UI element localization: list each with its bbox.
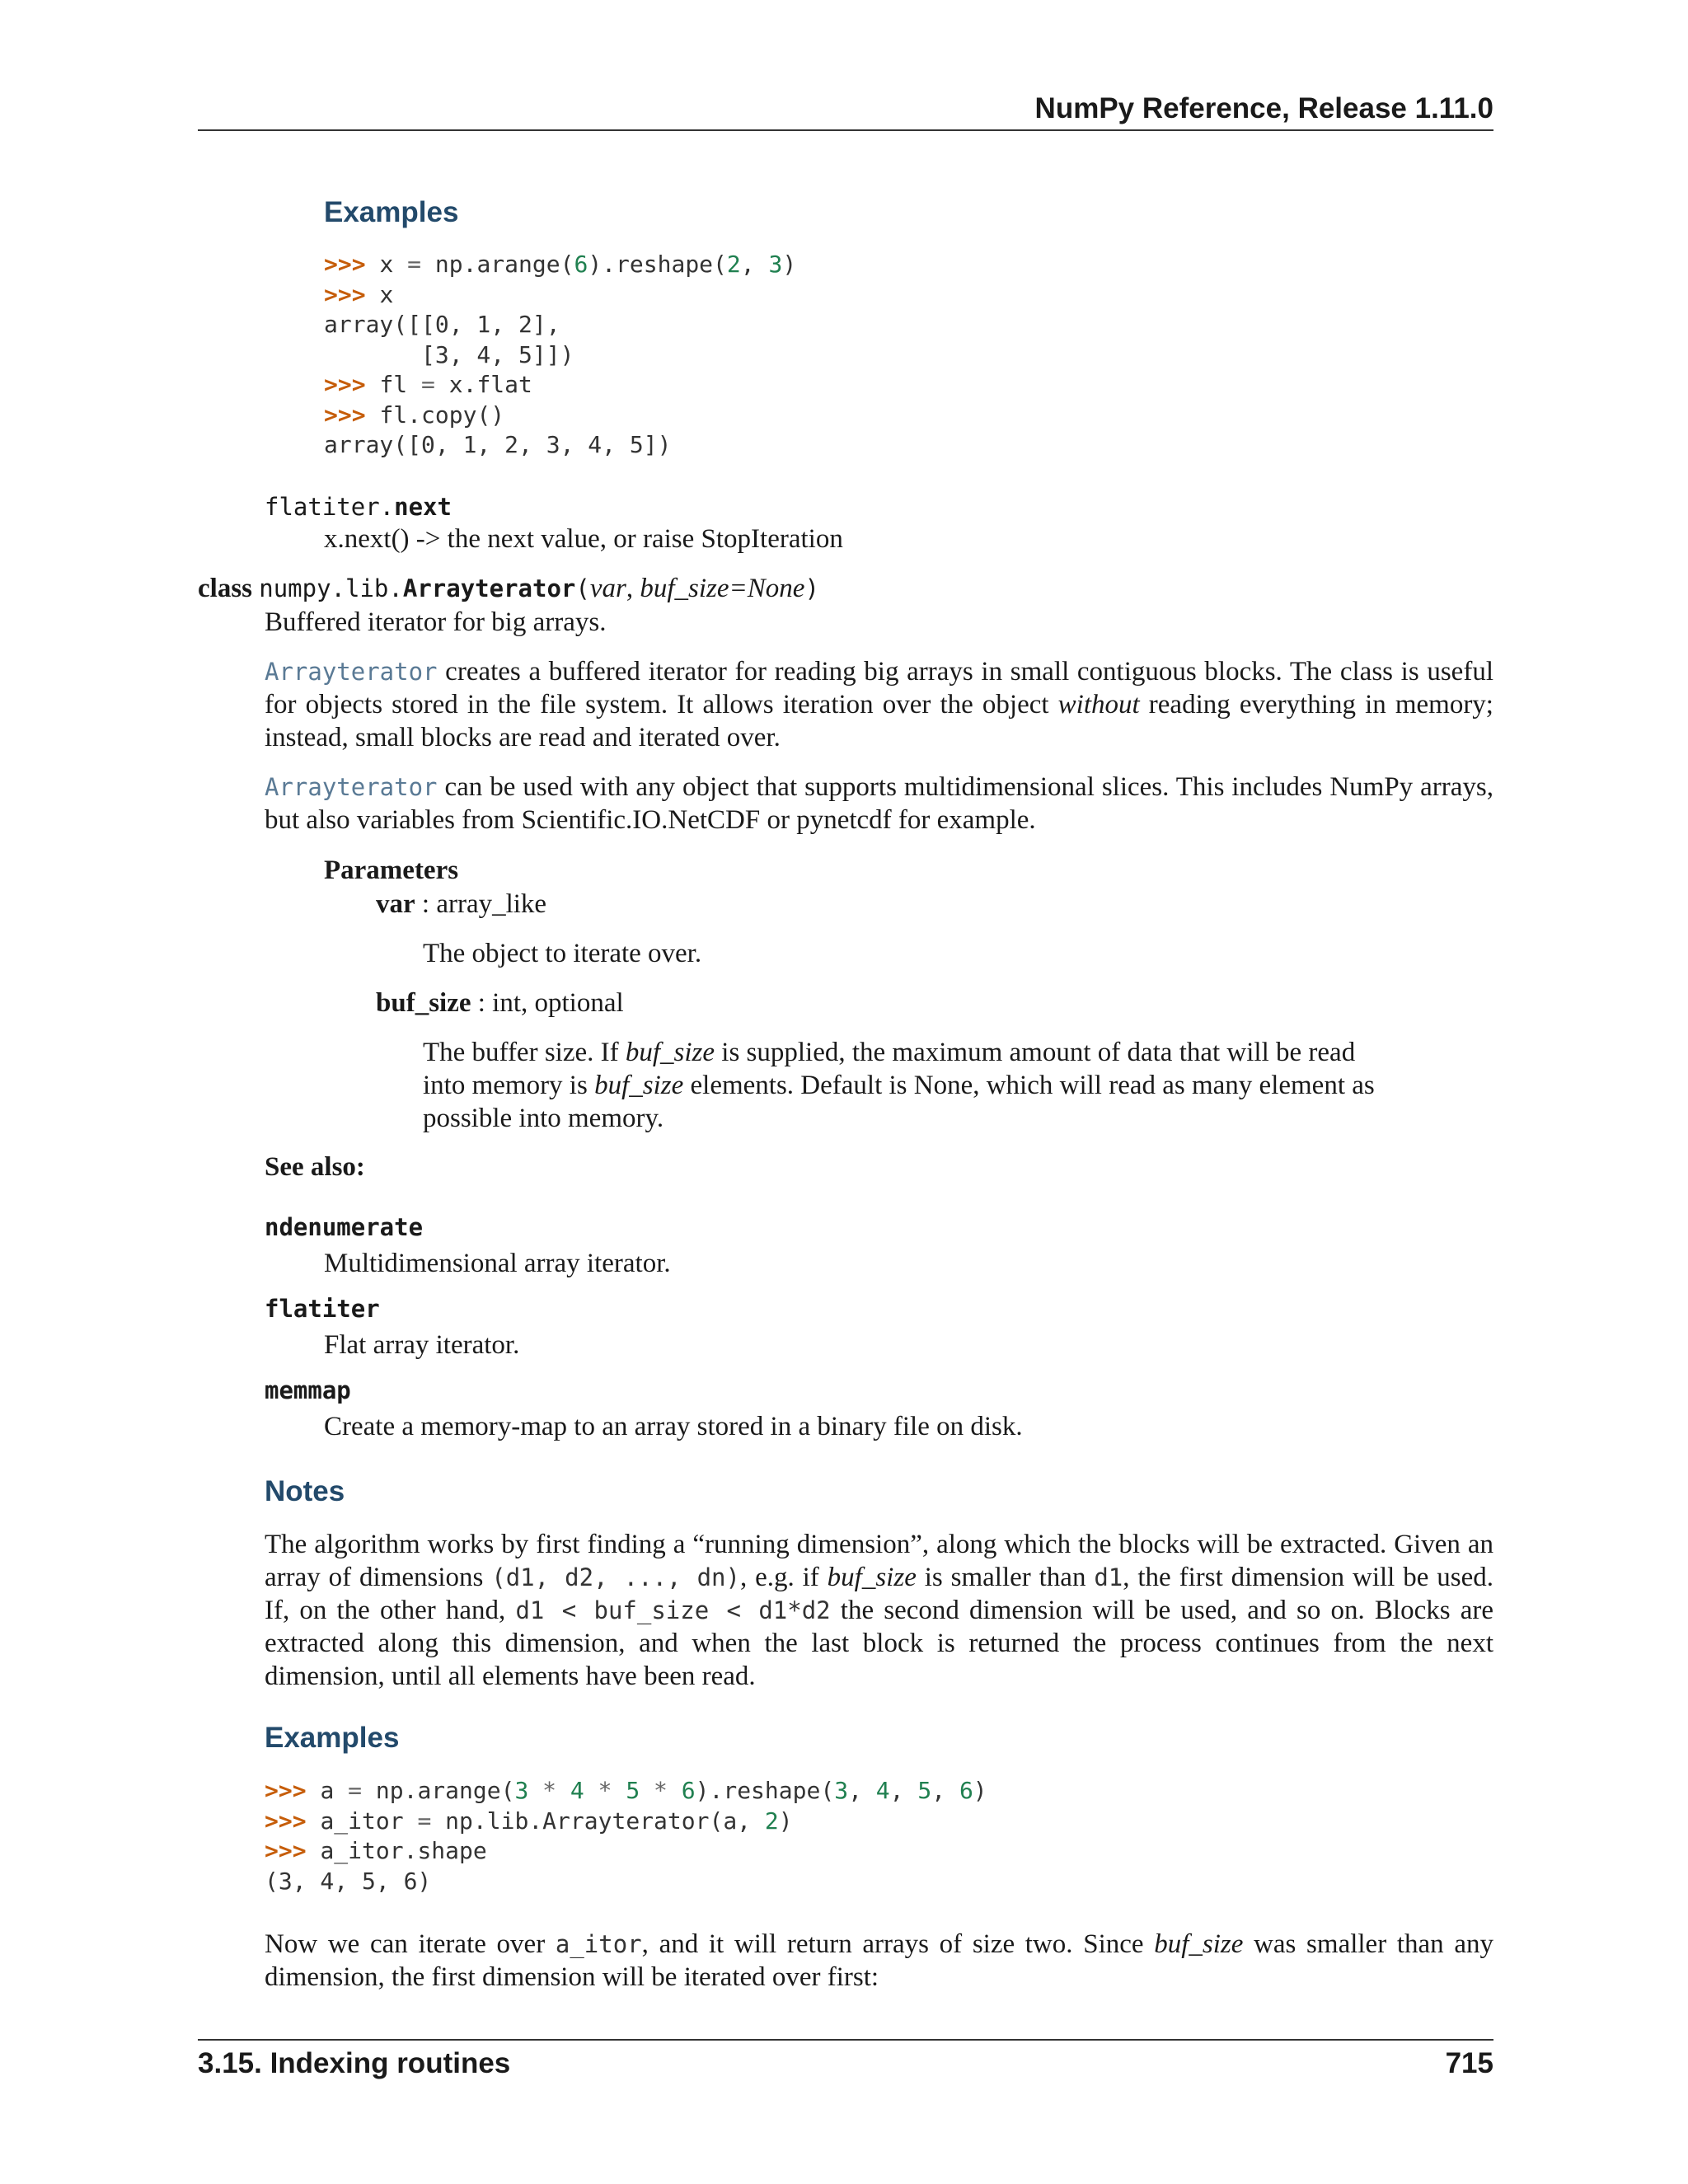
- param-type: : array_like: [415, 889, 547, 919]
- param-buf-size-entry: [376, 987, 624, 1019]
- see-also-desc: Flat array iterator.: [324, 1330, 520, 1360]
- code-line: >>> x: [324, 280, 394, 308]
- class-name: Arrayterator: [402, 574, 576, 602]
- code-line: array([[0, 1, 2],: [324, 311, 560, 338]
- code-line: (3, 4, 5, 6): [265, 1867, 432, 1895]
- code-line: >>> a_itor.shape: [265, 1837, 487, 1864]
- prompt: >>>: [324, 280, 366, 308]
- code-line: >>> fl.copy(): [324, 401, 505, 429]
- param-buf-size: buf_size=None: [640, 574, 805, 603]
- closing-paragraph: [265, 1928, 1493, 1994]
- class-summary: Buffered iterator for big arrays.: [265, 607, 607, 637]
- method-name: next: [394, 493, 452, 521]
- emphasis: buf_size: [594, 1071, 684, 1100]
- notes-heading: Notes: [265, 1475, 345, 1507]
- prompt: >>>: [265, 1807, 307, 1835]
- prompt: >>>: [265, 1837, 307, 1864]
- text: reading everything in memory; instead, small blocks are read and iterated over.: [265, 690, 1493, 752]
- parameters-heading: Parameters: [324, 855, 459, 885]
- code-line: [3, 4, 5]]): [324, 340, 574, 368]
- close-paren: ): [804, 574, 819, 602]
- examples-heading: Examples: [265, 1722, 400, 1754]
- text: is supplied, the maximum amount of data that will be read into memory is: [423, 1038, 1356, 1100]
- emphasis: buf_size: [827, 1563, 917, 1592]
- inline-code: a_itor: [555, 1930, 642, 1958]
- footer-rule: [198, 2039, 1493, 2041]
- emphasis: buf_size: [625, 1038, 715, 1067]
- text: Now we can iterate over: [265, 1929, 556, 1959]
- method-signature: [265, 490, 452, 523]
- class-module: numpy.lib.: [259, 574, 403, 602]
- text: , e.g. if: [739, 1563, 828, 1592]
- arrayterator-link[interactable]: Arrayterator: [265, 658, 438, 686]
- code-line: >>> a = np.arange(3 * 4 * 5 * 6).reshape(3, 4, 5, 6): [265, 1777, 987, 1804]
- param-var-desc: The object to iterate over.: [423, 939, 702, 968]
- text: The algorithm works by first finding a “running dimension”, along which the blocks will be extracted. Given an array of dimensions: [265, 1530, 1493, 1592]
- class-keyword: class: [198, 574, 252, 603]
- method-prefix: flatiter.: [265, 493, 395, 521]
- prompt: >>>: [324, 401, 366, 429]
- param-separator: ,: [626, 574, 640, 603]
- see-also-memmap[interactable]: memmap: [265, 1376, 351, 1404]
- param-name: buf_size: [376, 988, 471, 1018]
- text: The buffer size. If: [423, 1038, 626, 1067]
- param-var: var: [589, 574, 626, 603]
- code-line: >>> x = np.arange(6).reshape(2, 3): [324, 251, 797, 278]
- open-paren: (: [575, 574, 590, 602]
- param-type: : int, optional: [471, 988, 624, 1018]
- see-also-ndenumerate[interactable]: ndenumerate: [265, 1213, 424, 1241]
- see-also-desc: Create a memory-map to an array stored in a binary file on disk.: [324, 1412, 1023, 1441]
- param-var-entry: [376, 888, 546, 921]
- prompt: >>>: [324, 371, 366, 398]
- text: elements. Default is None, which will read as many element as possible into memory.: [423, 1071, 1375, 1133]
- text: is smaller than: [916, 1563, 1095, 1592]
- footer-section: 3.15. Indexing routines: [198, 2047, 511, 2079]
- class-paragraph-2: [265, 771, 1493, 837]
- text: can be used with any object that supports multidimensional slices. This includes NumPy arrays, but also variables from Scientific.IO.NetCDF or pynetcdf for example.: [265, 772, 1493, 835]
- method-description: x.next() -> the next value, or raise StopIteration: [324, 524, 843, 554]
- inline-code: (d1, d2, ..., dn): [491, 1563, 740, 1591]
- page-number: 715: [1445, 2047, 1493, 2079]
- emphasis: buf_size: [1154, 1929, 1244, 1959]
- notes-paragraph: [265, 1528, 1493, 1693]
- class-paragraph-1: [265, 655, 1493, 754]
- running-header: NumPy Reference, Release 1.11.0: [1034, 92, 1493, 124]
- examples-heading: Examples: [324, 196, 459, 228]
- text: the second dimension will be used, and so on. Blocks are extracted along this dimension, and when the last block is returned the process continues from the next dimension, until all elements have been read.: [265, 1596, 1493, 1691]
- param-buf-size-desc: [423, 1036, 1375, 1135]
- code-block: [324, 250, 796, 461]
- see-also-heading: See also:: [265, 1152, 365, 1182]
- text: , the first dimension will be used. If, on the other hand,: [265, 1563, 1493, 1625]
- code-line: array([0, 1, 2, 3, 4, 5]): [324, 431, 672, 458]
- code-line: >>> fl = x.flat: [324, 371, 532, 398]
- prompt: >>>: [324, 251, 366, 278]
- arrayterator-link[interactable]: Arrayterator: [265, 773, 438, 801]
- inline-code: d1 < buf_size < d1*d2: [515, 1596, 831, 1624]
- code-line: >>> a_itor = np.lib.Arrayterator(a, 2): [265, 1807, 793, 1835]
- see-also-desc: Multidimensional array iterator.: [324, 1249, 671, 1278]
- header-rule: [198, 129, 1493, 131]
- inline-code: d1: [1094, 1563, 1123, 1591]
- text: , and it will return arrays of size two. Since: [641, 1929, 1155, 1959]
- emphasis: without: [1057, 690, 1140, 719]
- code-block: [265, 1776, 987, 1896]
- text: was smaller than any dimension, the first dimension will be iterated over first:: [265, 1929, 1493, 1992]
- param-name: var: [376, 889, 415, 919]
- prompt: >>>: [265, 1777, 307, 1804]
- see-also-flatiter[interactable]: flatiter: [265, 1295, 380, 1323]
- text: creates a buffered iterator for reading big arrays in small contiguous blocks. The class is useful for objects stored in the file system. It allows iteration over the object: [265, 657, 1493, 719]
- class-signature: [198, 572, 819, 605]
